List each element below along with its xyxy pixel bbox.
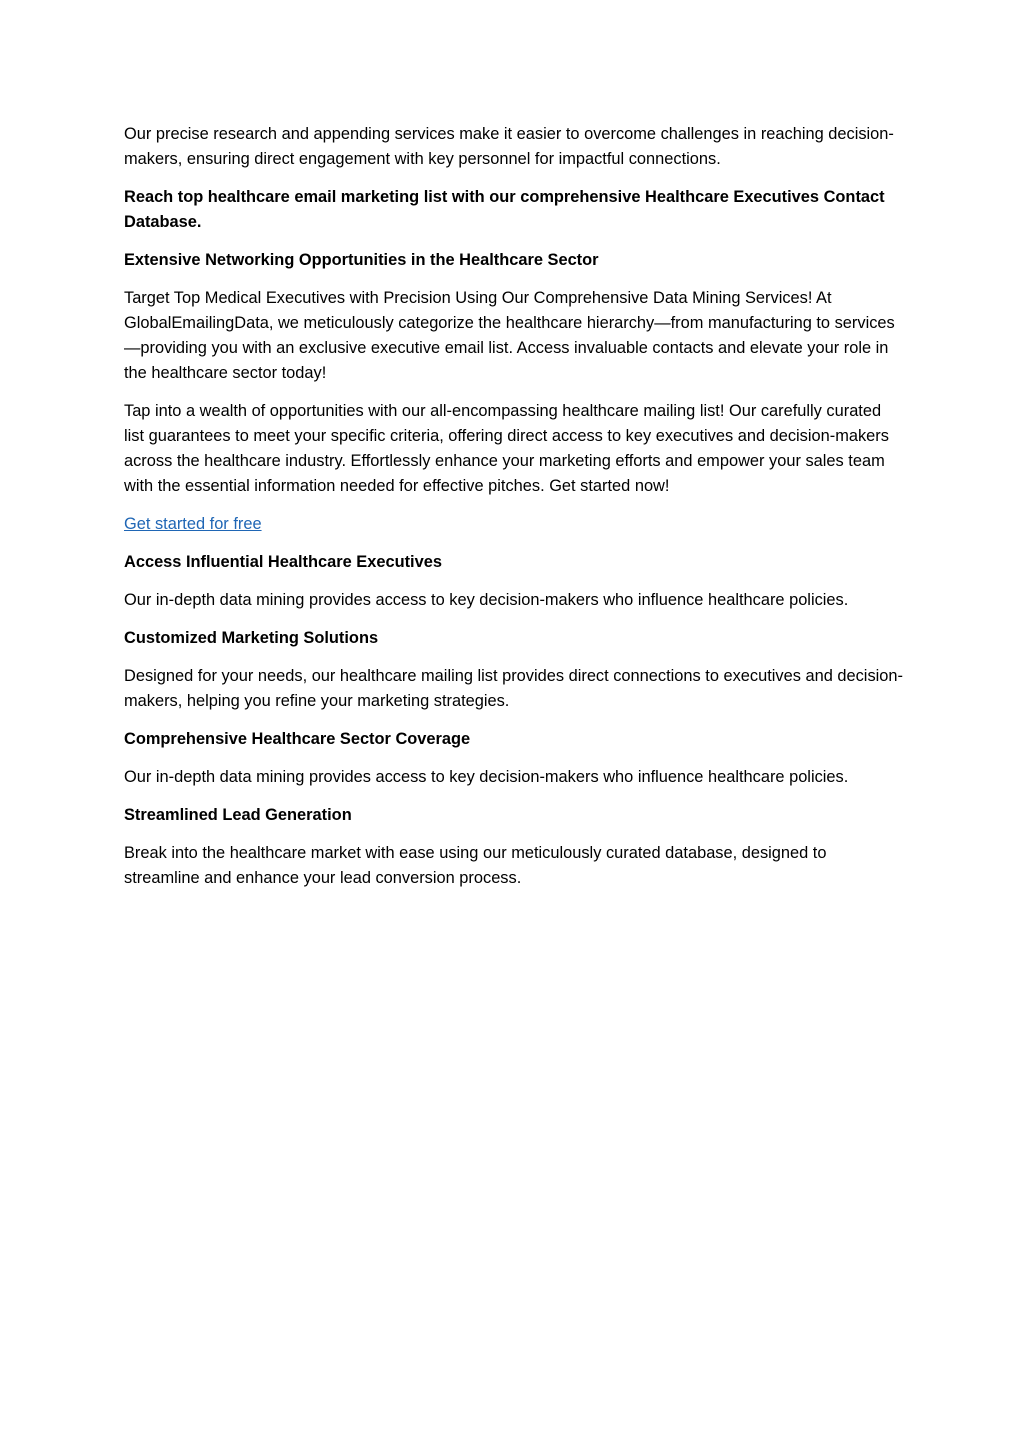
get-started-link[interactable]: Get started for free	[124, 515, 262, 533]
intro-paragraph: Our precise research and appending services make it easier to overcome challenges in reaching decision-makers, ensuring direct engagement with key personnel for impactful connections.	[124, 125, 894, 168]
paragraph-data-mining: Our in-depth data mining provides access to key decision-makers who influence healthcare policies.	[124, 591, 849, 609]
heading-lead-generation: Streamlined Lead Generation	[124, 806, 352, 824]
paragraph-break-into-market: Break into the healthcare market with ease using our meticulously curated database, designed to streamline and enhance your lead conversion process.	[124, 844, 827, 887]
heading-sector-coverage: Comprehensive Healthcare Sector Coverage	[124, 730, 471, 748]
heading-influential-executives: Access Influential Healthcare Executives	[124, 553, 442, 571]
heading-networking: Extensive Networking Opportunities in the Healthcare Sector	[124, 251, 599, 269]
paragraph-designed-needs: Designed for your needs, our healthcare mailing list provides direct connections to executives and decision-makers, helping you refine your marketing strategies.	[124, 667, 903, 710]
paragraph-opportunities: Tap into a wealth of opportunities with our all-encompassing healthcare mailing list! Our carefully curated list guarantees to meet your specific criteria, offering direct access to key executives and decision-makers across the healthcare industry. Effortlessly enhance your marketing efforts and empower your sales team with the essential information needed for effective pitches. Get started now!	[124, 402, 889, 495]
paragraph-data-mining-2: Our in-depth data mining provides access to key decision-makers who influence healthcare policies.	[124, 768, 849, 786]
paragraph-target-executives: Target Top Medical Executives with Precision Using Our Comprehensive Data Mining Services! At GlobalEmailingData, we meticulously categorize the healthcare hierarchy—from manufacturing to services—providing you with an exclusive executive email list. Access invaluable contacts and elevate your role in the healthcare sector today!	[124, 289, 895, 382]
headline-paragraph: Reach top healthcare email marketing list with our comprehensive Healthcare Executives Contact Database.	[124, 188, 885, 231]
document-page	[124, 122, 904, 904]
heading-customized-marketing: Customized Marketing Solutions	[124, 629, 379, 647]
